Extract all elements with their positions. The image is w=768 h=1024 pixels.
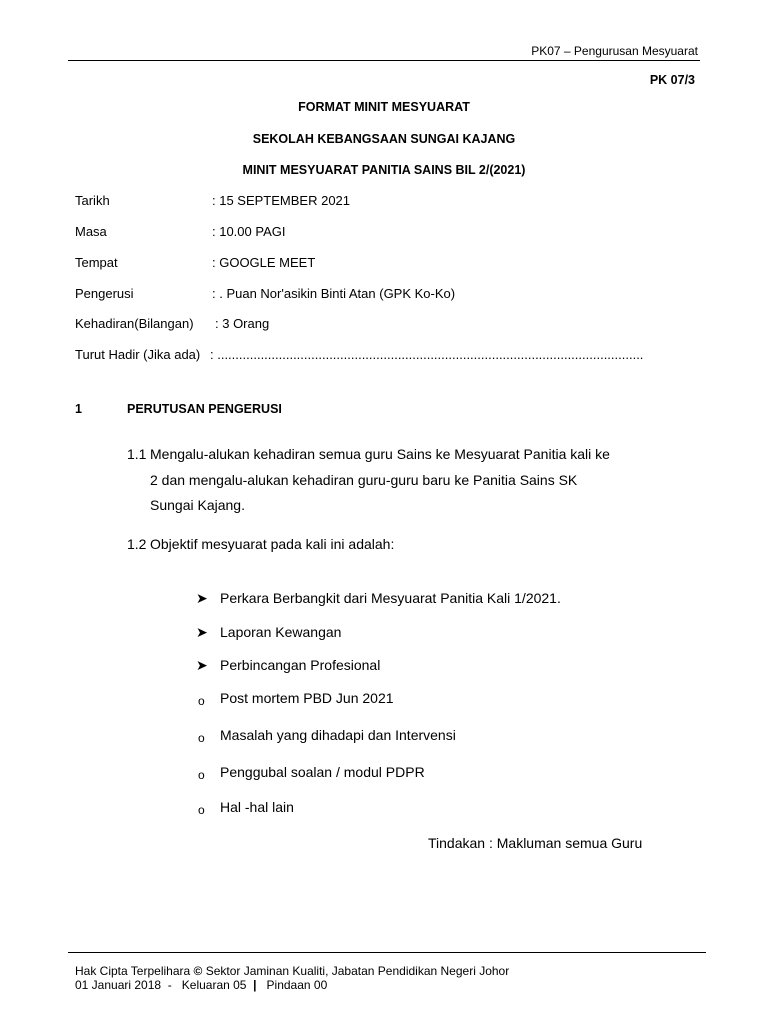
- circle-bullet-icon: o: [198, 768, 205, 782]
- masa-value: : 10.00 PAGI: [212, 224, 286, 239]
- pengerusi-value: : . Puan Nor'asikin Binti Atan (GPK Ko-Ko): [212, 286, 456, 301]
- masa-label: Masa: [75, 224, 107, 239]
- doc-title-format: FORMAT MINIT MESYUARAT: [298, 100, 470, 114]
- copyright-prefix: Hak Cipta Terpelihara: [75, 964, 191, 978]
- footer-date: 01 Januari 2018: [75, 978, 162, 992]
- list-item: Perkara Berbangkit dari Mesyuarat Panitia Kali 1/2021.: [220, 590, 561, 606]
- section-title: PERUTUSAN PENGERUSI: [127, 402, 282, 416]
- para-1-2-text: Objektif mesyuarat pada kali ini adalah:: [150, 536, 395, 552]
- para-1-2-number: 1.2: [127, 536, 147, 552]
- tempat-label: Tempat: [75, 255, 118, 270]
- list-item: Perbincangan Profesional: [220, 657, 381, 673]
- tindakan-note: Tindakan : Makluman semua Guru: [428, 835, 643, 851]
- running-header: PK07 – Pengurusan Mesyuarat: [531, 44, 698, 58]
- circle-bullet-icon: o: [198, 803, 205, 817]
- header-rule: [68, 60, 700, 61]
- para-1-1-line-2: 2 dan mengalu-alukan kehadiran guru-guru baru ke Panitia Sains SK: [150, 472, 578, 488]
- kehadiran-label: Kehadiran(Bilangan): [75, 316, 194, 331]
- turut-hadir-value: : ......................................................................................................................: [210, 347, 644, 362]
- copyright-icon: ©: [193, 964, 203, 978]
- para-1-1-number: 1.1: [127, 446, 147, 462]
- footer-rule: [68, 952, 706, 953]
- circle-bullet-icon: o: [198, 694, 205, 708]
- para-1-1-line-3: Sungai Kajang.: [150, 497, 245, 513]
- footer-issue-info: 01 Januari 2018 - Keluaran 05 | Pindaan 00: [75, 978, 328, 992]
- tarikh-label: Tarikh: [75, 193, 110, 208]
- list-item: Post mortem PBD Jun 2021: [220, 690, 394, 706]
- doc-title-school: SEKOLAH KEBANGSAAN SUNGAI KAJANG: [252, 132, 516, 146]
- arrow-bullet-icon: ➤: [196, 657, 208, 673]
- tempat-value: : GOOGLE MEET: [212, 255, 316, 270]
- tarikh-value: : 15 SEPTEMBER 2021: [212, 193, 351, 208]
- circle-bullet-icon: o: [198, 731, 205, 745]
- doc-title-meeting: MINIT MESYUARAT PANITIA SAINS BIL 2/(2021): [242, 163, 526, 177]
- footer-issue: Keluaran 05: [181, 978, 247, 992]
- turut-hadir-label: Turut Hadir (Jika ada): [75, 347, 201, 362]
- kehadiran-value: : 3 Orang: [215, 316, 270, 331]
- document-code: PK 07/3: [649, 73, 695, 87]
- para-1-1-line-1: Mengalu-alukan kehadiran semua guru Sains ke Mesyuarat Panitia kali ke: [150, 446, 610, 462]
- list-item: Penggubal soalan / modul PDPR: [220, 764, 425, 780]
- footer-revision: Pindaan 00: [266, 978, 328, 992]
- list-item: Laporan Kewangan: [220, 624, 342, 640]
- list-item: Masalah yang dihadapi dan Intervensi: [220, 727, 456, 743]
- section-number: 1: [75, 402, 82, 416]
- arrow-bullet-icon: ➤: [196, 590, 208, 606]
- arrow-bullet-icon: ➤: [196, 624, 208, 640]
- pengerusi-label: Pengerusi: [75, 286, 134, 301]
- list-item: Hal -hal lain: [220, 799, 294, 815]
- footer-copyright: [75, 964, 509, 978]
- copyright-rest: Sektor Jaminan Kualiti, Jabatan Pendidikan Negeri Johor: [205, 964, 510, 978]
